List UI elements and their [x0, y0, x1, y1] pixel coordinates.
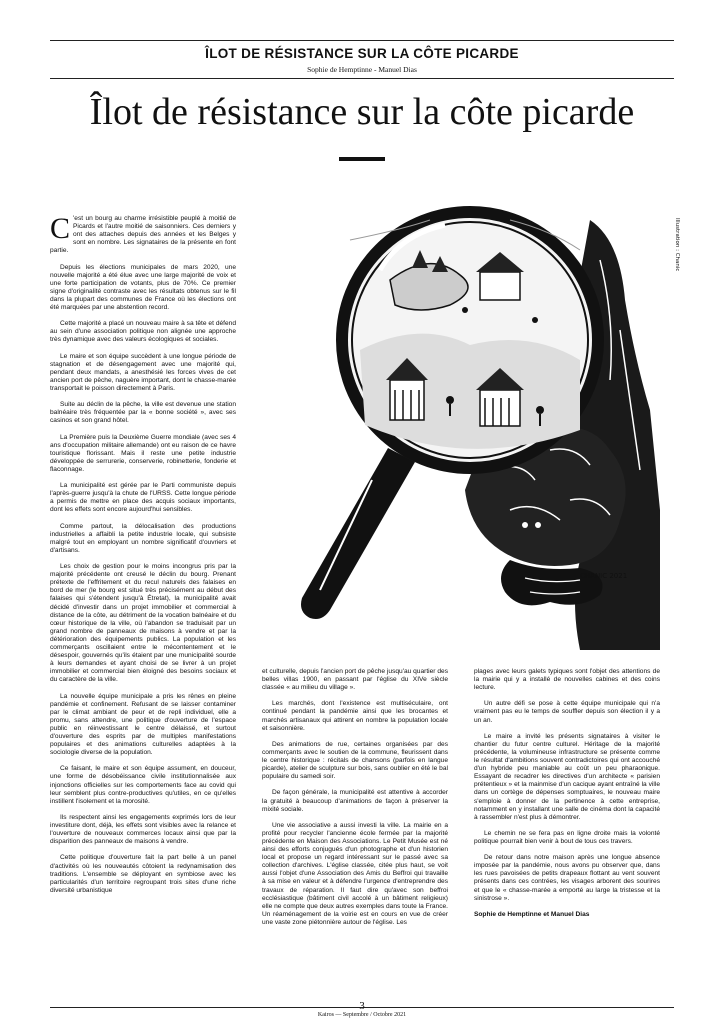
paragraph: La Première puis la Deuxième Guerre mondiale (avec ses 4 ans d'occupation militaire allemande) ont eu raison de ce havre touristique florissant. Mais il reste une petite industrie développée de serrurerie, conserverie, robinetterie, fonderie et flaconnage. — [50, 433, 236, 473]
paragraph: et culturelle, depuis l'ancien port de pêche jusqu'au quartier des belles villas 1900, en passant par l'église du XIVe siècle classée « au milieu du village ». — [262, 668, 448, 692]
illustration-credit: Illustration : Chanic — [674, 218, 680, 272]
paragraph: La municipalité est gérée par le Parti communiste depuis l'après-guerre jusqu'à la chute de l'URSS. Cette longue période a permis de mettre en place des acquis sociaux importants, dont les effets sont encore aujourd'hui sensibles. — [50, 482, 236, 514]
paragraph: Le chemin ne se fera pas en ligne droite mais la volonté politique pourrait bien venir à bout de tous ces travers. — [474, 829, 660, 845]
title-underline — [339, 157, 385, 161]
paragraph: De façon générale, la municipalité est attentive à accorder la gratuité à beaucoup d'animations de façon à préserver la mixité sociale. — [262, 789, 448, 813]
dropcap: C — [50, 212, 71, 245]
paragraph: Le maire et son équipe succèdent à une longue période de stagnation et de désengagement avec une majorité qui, pendant deux mandats, a anesthésié les forces vives de cet ancien port de pêche, naguère important, dont le chasse-marée transportait le poisson directement à Paris. — [50, 352, 236, 392]
header-top-rule — [50, 40, 674, 41]
paragraph: Le maire a invité les présents signataires à visiter le chantier du futur centre culturel. Héritage de la majorité précédente, la volumineuse infrastructure se présente comme le résultat d'ambitions souvent contradictoires qui ont accouché d'un hybride peu maniable au coût un peu pharaonique. Essayant de recadrer les directives d'un architecte « parisien prétentieux » et la mainmise d'un cacique ayant entraîné la ville dans un cortège de dépenses somptuaires, le nouveau maire s'emploie à donner de la pertinence à cette entreprise, notamment en y installant une salle de cinéma dont la capacité à rassembler n'est plus à démontrer. — [474, 732, 660, 821]
footer-text: Kairos — Septembre / Octobre 2021 — [317, 1012, 407, 1018]
paragraph: Une vie associative a aussi investi la ville. La mairie en a profité pour recycler l'ancienne école fermée par la majorité précédente en Maison des Associations. Le Petit Musée est né ainsi des efforts conjugués d'un photographe et d'un historien local et propose un regard intéressant sur le passé avec sa collection d'archives. L'église classée, citée plus haut, se voit aussi l'objet d'une Association des Amis du Beffroi qui travaille à sa mise en valeur et à défendre l'urgence d'entreprendre des travaux de réparation. Il faut dire qu'avec son beffroi ecclésiastique (bâtiment civil accolé à un bâtiment religieux) elle ne compte que deux autres exemples dans toute la France. Un réaménagement de la voirie est en cours en vue de créer une vaste zone piétonnière autour de l'église. Les — [262, 821, 448, 926]
header-bottom-rule — [50, 78, 674, 79]
column-2 — [262, 668, 448, 935]
paragraph: Ce faisant, le maire et son équipe assument, en douceur, une forme de désobéissance civile institutionnalisée aux injonctions officielles sur les comportements face au covid qui leur semblent plus contre-productives qu'utiles, en ce qu'elles instillent l'isolement et la morosité. — [50, 765, 236, 805]
paragraph: De retour dans notre maison après une longue absence imposée par la pandémie, nous avons pu observer que, dans les rues pavoisées de petits drapeaux flottant au vent souvent présents dans ces contrées, les visages arborent des sourires et que le « chasse-marée a emporté au large la tristesse et la sinistrose ». — [474, 854, 660, 902]
magnifying-glass-illustration — [280, 180, 660, 650]
paragraph: Suite au déclin de la pêche, la ville est devenue une station balnéaire très fréquentée par la « bonne société », avec ses casinos et son grand hôtel. — [50, 401, 236, 425]
header-title: ÎLOT DE RÉSISTANCE SUR LA CÔTE PICARDE — [205, 46, 519, 61]
paragraph: Les choix de gestion pour le moins incongrus pris par la majorité précédente ont creusé le déclin du bourg. Prenant prétexte de l'effritement et du recul naturels des falaises en bord de mer (le bourg est situé très précisément au début des falaises qui s'étendent jusqu'à Étretat), la municipalité avait décidé d'investir dans un projet immobilier et commercial à distance de la côte, au détriment de la vocation balnéaire et du cœur historique de la ville, où l'abandon se traduisait par un grand nombre de panneaux de maisons à vendre et par la détérioration des équipements publics. La population et les commerçants oscillaient entre le mécontentement et le désespoir, gouvernés qu'ils étaient par une municipalité sourde à leurs demandes et ayant choisi de se livrer à un projet immobilier et commercial bien éloigné des besoins sociaux et du caractère de la ville. — [50, 563, 236, 684]
paragraph: Comme partout, la délocalisation des productions industrielles a affaibli la petite industrie locale, qui subsiste malgré tout en employant un nombre significatif d'ouvriers et d'artisans. — [50, 522, 236, 554]
column-3 — [474, 668, 660, 927]
paragraph: C 'est un bourg au charme irrésistible peuplé à moitié de Picards et l'autre moitié de saisonniers. Ces derniers y ont des attaches depuis des années et les Belges y sont en nombre. Les signataires de la présente en font partie. — [50, 212, 236, 255]
article-title: Îlot de résistance sur la côte picarde — [89, 91, 635, 133]
paragraph: Ils respectent ainsi les engagements exprimés lors de leur investiture dont, déjà, les effets sont visibles avec la relance et l'ouverture de nouveaux commerces locaux ainsi que par la disparition des panneaux de maisons à vendre. — [50, 813, 236, 846]
artist-signature: CHANIC 2021 — [580, 572, 628, 580]
paragraph: Cette majorité a placé un nouveau maire à sa tête et défend au sein d'une association politique non alignée une approche très dynamique avec des valeurs écologiques et sociales. — [50, 320, 236, 344]
paragraph: Depuis les élections municipales de mars 2020, une nouvelle majorité a été élue avec une large majorité de voix et une forte participation de votants, plus de 70%. Ce premier signe d'originalité contraste avec les résultats obtenus sur le fil dans la plupart des communes de France où les élections ont été marquées par une abstention record. — [50, 263, 236, 312]
header-authors: Sophie de Hemptinne - Manuel Dias — [307, 65, 417, 74]
paragraph: Cette politique d'ouverture fait la part belle à un panel d'activités où les nouveautés côtoient la redynamisation des traditions. L'ensemble se déployant en symbiose avec les particularités d'un territoire regroupant trois sites d'une riche diversité urbanistique — [50, 854, 236, 894]
paragraph: Des animations de rue, certaines organisées par des commerçants avec le soutien de la commune, fleurissent dans le centre historique : récitals de chansons (parfois en langue picarde), atelier de sculpture sur bois, sans oublier en été le bal populaire du samedi soir. — [262, 740, 448, 781]
paragraph: Les marchés, dont l'existence est multiséculaire, ont continué pendant la pandémie ainsi que les brocantes et marchés artisanaux qui attirent en nombre la population locale et saisonnière. — [262, 700, 448, 732]
page-number: 3 — [359, 1000, 365, 1012]
paragraph: plages avec leurs galets typiques sont l'objet des attentions de la mairie qui y a installé de nouvelles cabines et des coins lecture. — [474, 668, 660, 692]
column-1 — [50, 212, 236, 903]
paragraph: Un autre défi se pose à cette équipe municipale qui n'a vraiment pas eu le temps de souffler depuis son élection il y a un an. — [474, 700, 660, 724]
article-signature: Sophie de Hemptinne et Manuel Dias — [474, 910, 590, 918]
paragraph: La nouvelle équipe municipale a pris les rênes en pleine pandémie et confinement. Refusant de se laisser contaminer par le climat ambiant de peur et de repli individuel, elle a promu, sans attendre, une politique d'ouverture de l'espace public en réinvestissant le centre délaissé, et surtout d'ouverture des esprits par de multiples manifestations populaires et des animations culturelles adaptées à la sociologie diverse de la population. — [50, 692, 236, 757]
